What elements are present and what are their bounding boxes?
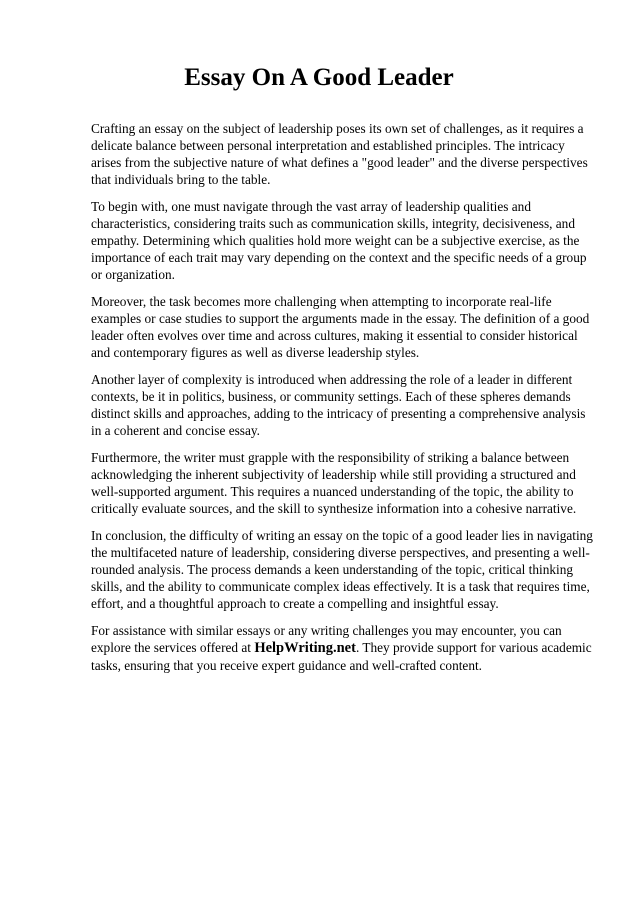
closing-text-after: . They provide support for various academic tasks, ensuring that you receive expert guidance and well-crafted content. (91, 640, 592, 673)
paragraph-subjectivity: Furthermore, the writer must grapple with the responsibility of striking a balance between acknowledging the inherent subjectivity of leadership while still providing a structured and well-supported argument. This requires a nuanced understanding of the topic, the ability to critically evaluate sources, and the skill to synthesize information into a cohesive narrative. (91, 450, 577, 516)
helpwriting-link[interactable]: HelpWriting.net (254, 640, 356, 656)
closing-text-before: For assistance with similar essays or any writing challenges you may encounter, you can explore the services offered at (91, 623, 562, 655)
paragraph-qualities: To begin with, one must navigate through the vast array of leadership qualities and characteristics, considering traits such as communication skills, integrity, decisiveness, and empathy. Determining which qualities hold more weight can be a subjective exercise, as the importance of each trait may vary depending on the context and the specific needs of a group or organization. (91, 199, 587, 282)
paragraph-conclusion: In conclusion, the difficulty of writing an essay on the topic of a good leader lies in navigating the multifaceted nature of leadership, considering diverse perspectives, and presenting a well-rounded analysis. The process demands a keen understanding of the topic, critical thinking skills, and the ability to communicate complex ideas effectively. It is a task that requires time, effort, and a thoughtful approach to create a compelling and insightful essay. (91, 528, 593, 611)
paragraph-contexts: Another layer of complexity is introduced when addressing the role of a leader in different contexts, be it in politics, business, or community settings. Each of these spheres demands distinct skills and approaches, adding to the intricacy of presenting a comprehensive analysis in a coherent and concise essay. (91, 372, 586, 438)
document-title: Essay On A Good Leader (184, 64, 454, 91)
paragraph-closing (91, 622, 596, 674)
paragraph-intro: Crafting an essay on the subject of leadership poses its own set of challenges, as it requires a delicate balance between personal interpretation and established principles. The intricacy arises from the subjective nature of what defines a "good leader" and the diverse perspectives that individuals bring to the table. (91, 121, 588, 187)
paragraph-examples: Moreover, the task becomes more challenging when attempting to incorporate real-life examples or case studies to support the arguments made in the essay. The definition of a good leader often evolves over time and across cultures, making it essential to consider historical and contemporary figures as well as diverse leadership styles. (91, 294, 590, 360)
document-body (91, 120, 596, 684)
